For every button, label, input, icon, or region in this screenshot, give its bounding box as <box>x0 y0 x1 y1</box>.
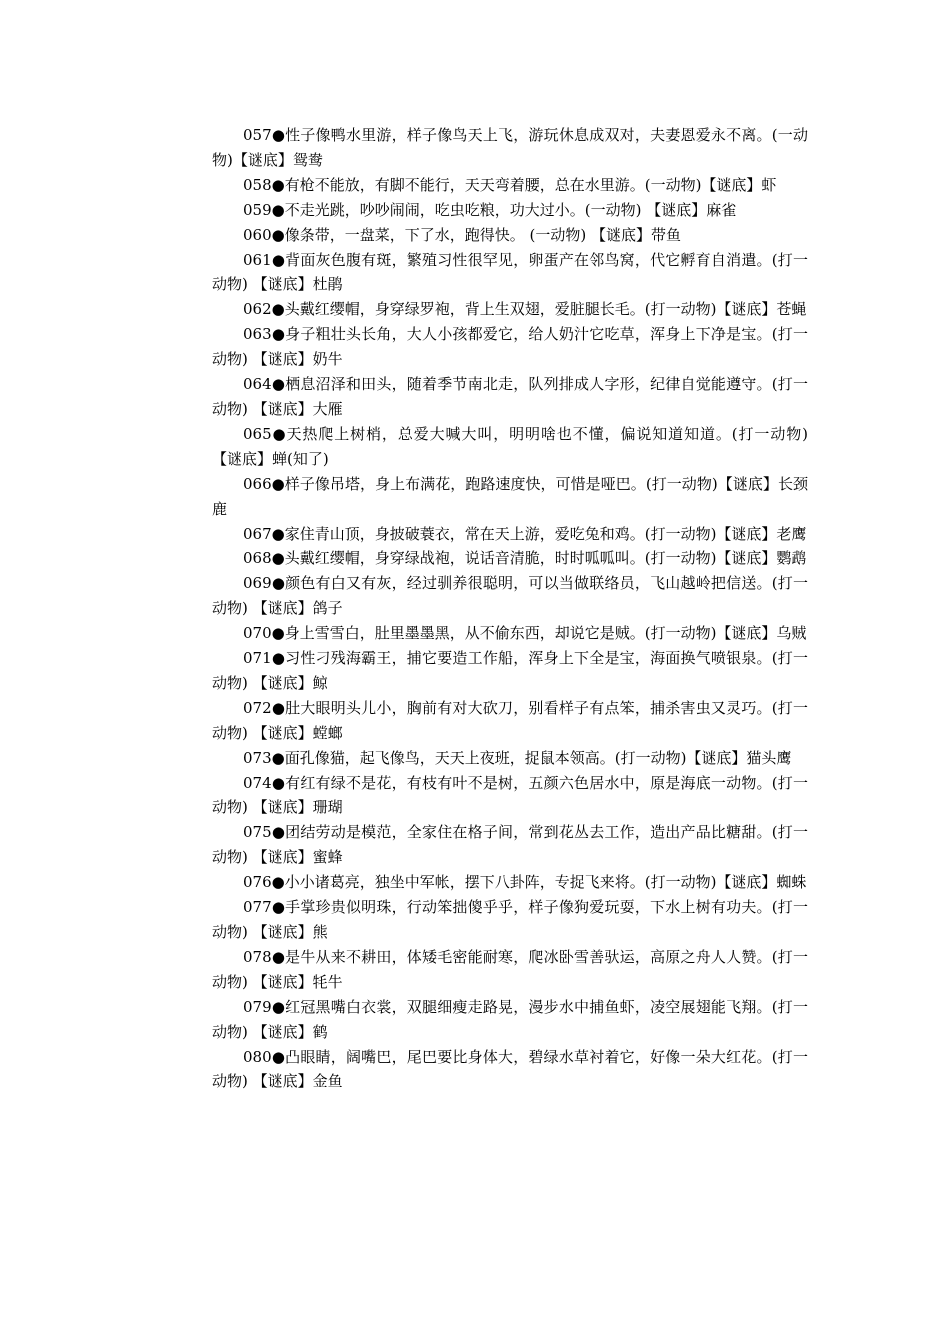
riddle-item: 067●家住青山顶，身披破蓑衣，常在天上游，爱吃兔和鸡。(打一动物)【谜底】老鹰 <box>243 524 807 543</box>
riddle-item: 079●红冠黑嘴白衣裳，双腿细瘦走路晃，漫步水中捕鱼虾，凌空展翅能飞翔。(打一动物) 【谜底】鹤 <box>212 997 808 1041</box>
riddle-item: 068●头戴红缨帽，身穿绿战袍，说话音清脆，时时呱呱叫。(打一动物)【谜底】鹦鹉 <box>243 549 807 568</box>
riddle-item: 072●肚大眼明头儿小，胸前有对大砍刀，别看样子有点笨，捕杀害虫又灵巧。(打一动物) 【谜底】螳螂 <box>212 698 808 742</box>
riddle-item: 078●是牛从来不耕田，体矮毛密能耐寒，爬冰卧雪善驮运，高原之舟人人赞。(打一动物) 【谜底】牦牛 <box>212 947 808 991</box>
riddle-item: 065●天热爬上树梢，总爱大喊大叫，明明啥也不懂，偏说知道知道。(打一动物) 【谜底】蝉(知了) <box>212 424 808 468</box>
riddle-item: 058●有枪不能放，有脚不能行，天天弯着腰，总在水里游。(一动物)【谜底】虾 <box>243 175 777 194</box>
riddle-list <box>212 123 808 1094</box>
riddle-item: 069●颜色有白又有灰，经过驯养很聪明，可以当做联络员，飞山越岭把信送。(打一动物) 【谜底】鸽子 <box>212 574 808 618</box>
riddle-item: 074●有红有绿不是花，有枝有叶不是树，五颜六色居水中，原是海底一动物。(打一动物) 【谜底】珊瑚 <box>212 773 808 817</box>
riddle-item: 077●手掌珍贵似明珠，行动笨拙傻乎乎，样子像狗爱玩耍，下水上树有功夫。(打一动物) 【谜底】熊 <box>212 898 808 941</box>
riddle-item: 075●团结劳动是模范，全家住在格子间，常到花丛去工作，造出产品比糖甜。(打一动物) 【谜底】蜜蜂 <box>212 823 808 867</box>
riddle-item: 057●性子像鸭水里游，样子像鸟天上飞，游玩休息成双对，夫妻恩爱永不离。(一动物)【谜底】鸳鸯 <box>212 126 808 169</box>
riddle-item: 070●身上雪雪白，肚里墨墨黑，从不偷东西，却说它是贼。(打一动物)【谜底】乌贼 <box>243 624 807 643</box>
riddle-item: 071●习性刁残海霸王，捕它要造工作船，浑身上下全是宝，海面换气喷银泉。(打一动物) 【谜底】鲸 <box>212 649 808 692</box>
riddle-item: 073●面孔像猫，起飞像鸟，天天上夜班，捉鼠本领高。(打一动物)【谜底】猫头鹰 <box>243 748 792 767</box>
riddle-item: 066●样子像吊塔，身上布满花，跑路速度快，可惜是哑巴。(打一动物)【谜底】长颈鹿 <box>212 474 808 518</box>
riddle-item: 063●身子粗壮头长角，大人小孩都爱它，给人奶汁它吃草，浑身上下净是宝。(打一动物) 【谜底】奶牛 <box>212 325 808 369</box>
riddle-item: 059●不走光跳，吵吵闹闹，吃虫吃粮，功大过小。(一动物) 【谜底】麻雀 <box>243 200 737 219</box>
riddle-item: 062●头戴红缨帽，身穿绿罗袍，背上生双翅，爱脏腿长毛。(打一动物)【谜底】苍蝇 <box>243 300 807 319</box>
riddle-item: 061●背面灰色腹有斑，繁殖习性很罕见，卵蛋产在邻鸟窝，代它孵育自消遣。(打一动物) 【谜底】杜鹃 <box>212 250 808 294</box>
riddle-item: 060●像条带，一盘菜，下了水，跑得快。 (一动物) 【谜底】带鱼 <box>243 225 681 244</box>
riddle-item: 076●小小诸葛亮，独坐中军帐，摆下八卦阵，专捉飞来将。(打一动物)【谜底】蜘蛛 <box>243 873 807 892</box>
riddle-item: 080●凸眼睛，阔嘴巴，尾巴要比身体大，碧绿水草衬着它，好像一朵大红花。(打一动物) 【谜底】金鱼 <box>212 1047 808 1091</box>
riddle-item: 064●栖息沼泽和田头，随着季节南北走，队列排成人字形，纪律自觉能遵守。(打一动物) 【谜底】大雁 <box>212 375 808 418</box>
